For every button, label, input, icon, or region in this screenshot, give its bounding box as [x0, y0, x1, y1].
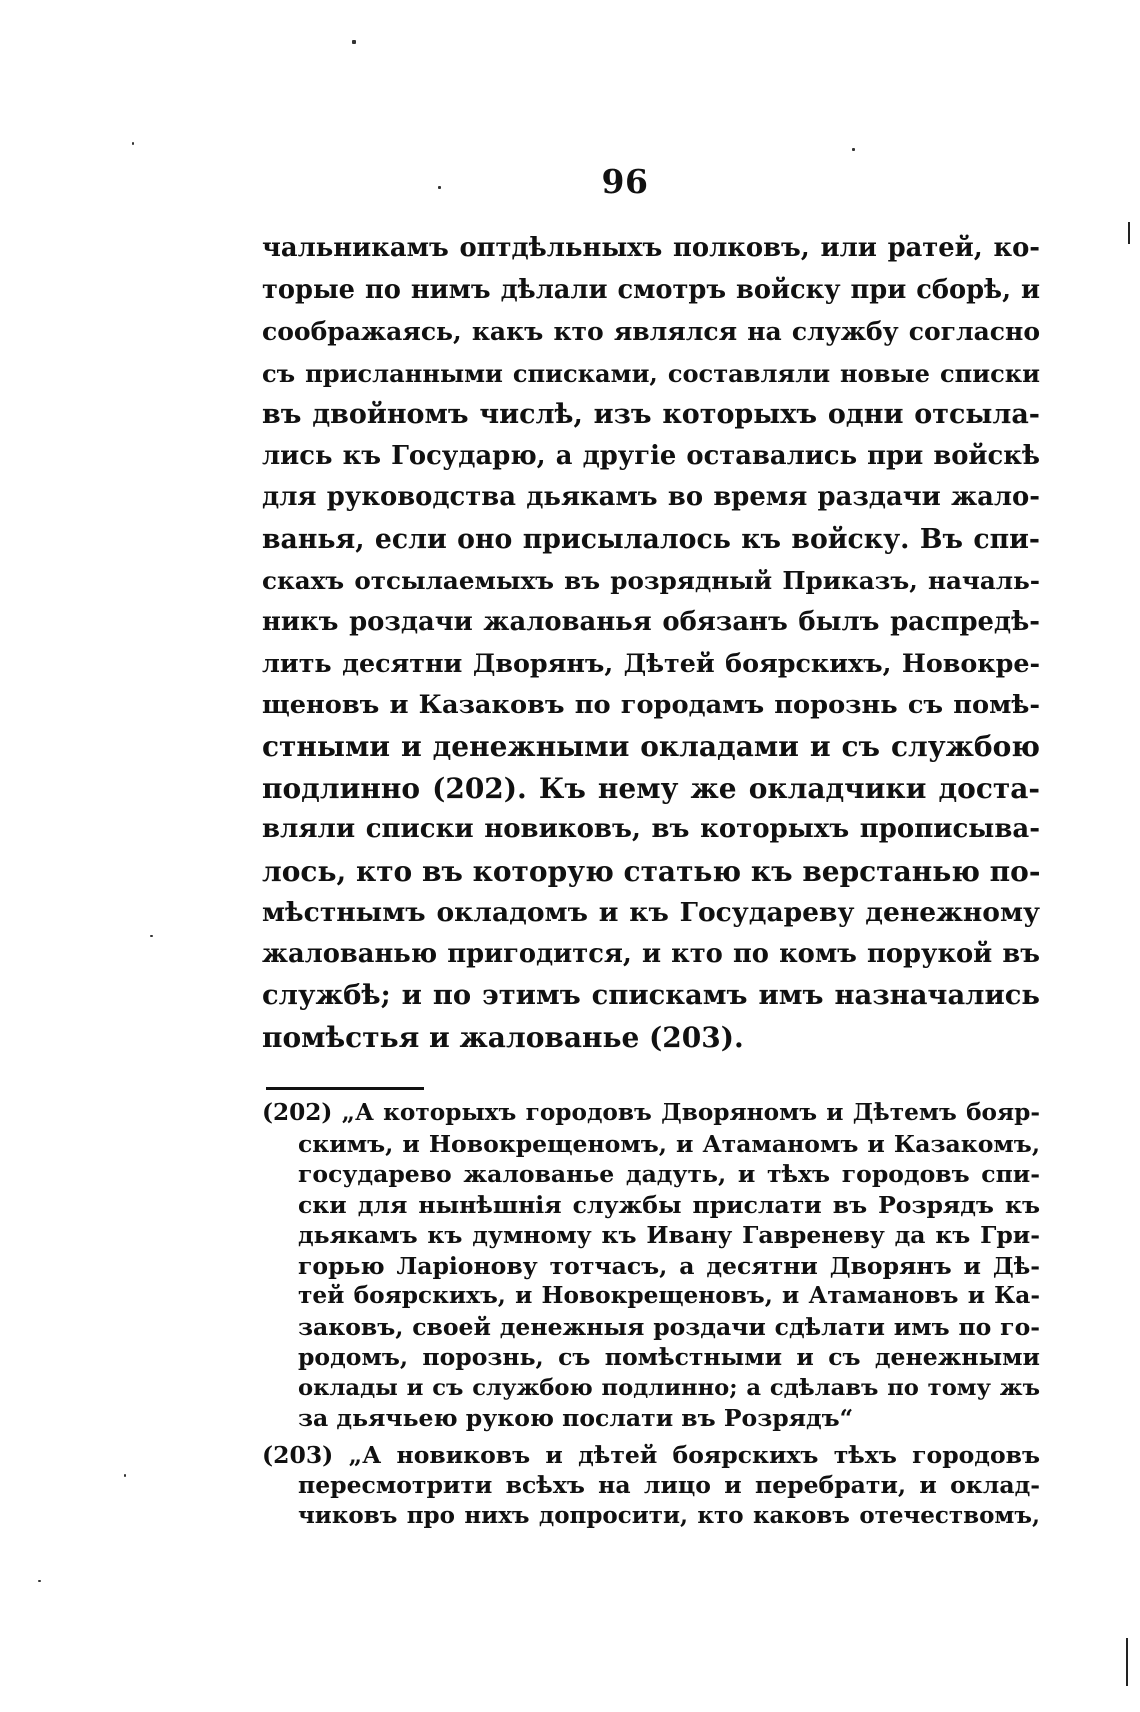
footnote-202-line: (202) „А которыхъ городовъ Дворяномъ и Дѣтемъ бояр- [262, 1099, 1040, 1126]
footnote-203-line: пересмотрити всѣхъ на лицо и перебрати, и оклад- [298, 1471, 1040, 1499]
footnote-203-line: чиковъ про нихъ допросити, кто каковъ отечествомъ, [298, 1501, 1040, 1529]
footnote-202-line: дьякамъ къ думному къ Ивану Гавреневу да къ Гри- [298, 1221, 1040, 1249]
scan-speck [852, 148, 855, 151]
scan-speck [38, 1580, 41, 1582]
footnote-202-line: скимъ, и Новокрещеномъ, и Атаманомъ и Казакомъ, [298, 1129, 1040, 1158]
text-line: помѣстья и жалованье (203). [262, 1020, 744, 1054]
text-line: лить десятни Дворянъ, Дѣтей боярскихъ, Новокре- [262, 648, 1040, 678]
text-line: въ двойномъ числѣ, изъ которыхъ одни отсыла- [262, 399, 1040, 430]
footnote-202-line: оклады и съ службою подлинно; а сдѣлавъ по тому жъ [298, 1374, 1040, 1401]
footnote-202-line: ски для нынѣшнія службы прислати въ Розрядъ къ [298, 1190, 1040, 1219]
scan-edge-mark [1126, 1638, 1128, 1686]
text-line: лись къ Государю, а другіе оставались при войскѣ [262, 440, 1040, 471]
text-line: щеновъ и Казаковъ по городамъ порознь съ помѣ- [262, 689, 1040, 720]
text-line: подлинно (202). Къ нему же окладчики доста- [262, 771, 1040, 805]
footnote-202-line: тей боярскихъ, и Новокрещеновъ, и Атамановъ и Ка- [298, 1282, 1040, 1309]
footnote-202-line: государево жалованье дадуть, и тѣхъ городовъ спи- [298, 1160, 1040, 1188]
main-text [262, 228, 1040, 1058]
scan-speck [150, 935, 153, 937]
text-line: вляли списки новиковъ, въ которыхъ прописыва- [262, 814, 1040, 844]
text-line: торые по нимъ дѣлали смотръ войску при сборѣ, и [262, 274, 1040, 305]
text-line: мѣстнымъ окладомъ и къ Государеву денежному [262, 897, 1040, 928]
footnotes [262, 1098, 1040, 1531]
scan-speck [352, 40, 356, 44]
text-line: службѣ; и по этимъ спискамъ имъ назначались [262, 979, 1040, 1011]
text-line: никъ роздачи жалованья обязанъ былъ распредѣ- [262, 606, 1040, 637]
text-line: стными и денежными окладами и съ службою [262, 730, 1040, 763]
footnote-202-line: заковъ, своей денежныя роздачи сдѣлати имъ по го- [298, 1312, 1040, 1341]
text-line: для руководства дьякамъ во время раздачи жало- [262, 482, 1040, 512]
footnote-202-line: родомъ, порознь, съ помѣстными и съ денежными [298, 1343, 1040, 1371]
footnote-203-line: (203) „А новиковъ и дѣтей боярскихъ тѣхъ городовъ [262, 1440, 1040, 1469]
text-line: съ присланными списками, составляли новые списки [262, 358, 1040, 388]
text-line: жалованью пригодится, и кто по комъ порукой въ [262, 938, 1040, 969]
scan-speck [124, 1474, 126, 1477]
text-line: скахъ отсылаемыхъ въ розрядный Приказъ, началь- [262, 566, 1040, 595]
scan-speck [438, 186, 441, 189]
text-line: соображаясь, какъ кто являлся на службу согласно [262, 317, 1040, 346]
page-number: 96 [601, 162, 649, 201]
text-line: лось, кто въ которую статью къ верстанью по- [262, 854, 1041, 888]
text-line: чальникамъ оптдѣльныхъ полковъ, или ратей, ко- [262, 233, 1040, 263]
footnote-202-line: горью Ларіонову тотчасъ, а десятни Дворянъ и Дѣ- [298, 1251, 1040, 1280]
footnote-separator [266, 1087, 424, 1090]
scan-speck [132, 142, 134, 145]
footnote-202-line: за дьячьею рукою послати въ Розрядъ“ [298, 1404, 854, 1432]
text-line: ванья, если оно присылалось къ войску. Въ спи- [262, 523, 1040, 555]
scan-edge-mark [1128, 222, 1130, 244]
